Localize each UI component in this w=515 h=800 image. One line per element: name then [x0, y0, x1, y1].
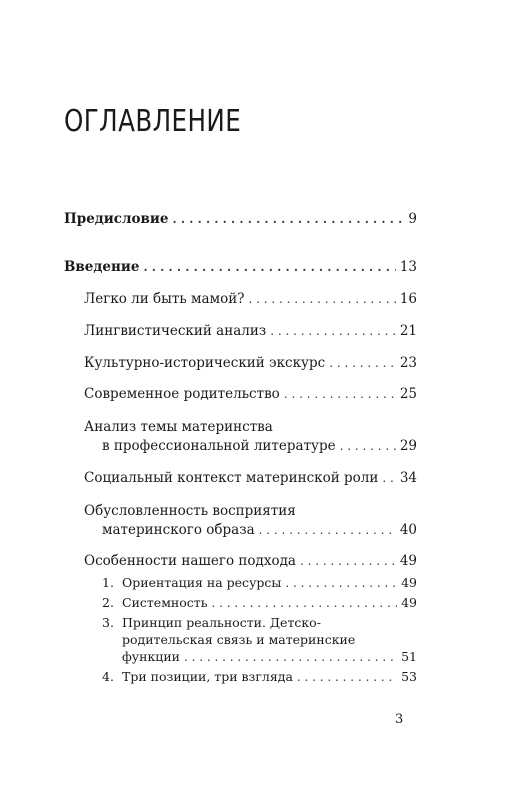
toc-subentry-number: 1.: [102, 575, 114, 590]
leader-dots: [300, 552, 396, 570]
toc-entry-label-line1: Обусловленность восприятия: [84, 503, 296, 519]
toc-subentry-number: 2.: [102, 595, 114, 610]
toc-entry-page: 49: [401, 575, 417, 590]
toc-entry-page: 13: [399, 259, 417, 275]
page-title: ОГЛАВЛЕНИЕ: [64, 104, 242, 139]
page-number: 3: [395, 712, 404, 727]
toc-entry-label: функции: [122, 649, 180, 664]
leader-dots: [270, 322, 396, 340]
toc-entry-page: 51: [401, 649, 417, 664]
leader-dots: [340, 437, 396, 455]
toc-entry-label: Особенности нашего подхода: [84, 553, 296, 569]
toc-entry-label: Лингвистический анализ: [84, 323, 267, 339]
toc-entry-label: материнского образа: [102, 522, 255, 538]
toc-entry-label: Социальный контекст материнской роли: [84, 470, 379, 486]
toc-entry[interactable]: [84, 469, 417, 487]
toc-entry-label: Легко ли быть мамой?: [84, 291, 245, 307]
leader-dots: [297, 668, 397, 686]
toc-entry-page: 9: [408, 211, 417, 227]
toc-entry[interactable]: [84, 385, 417, 403]
toc-entry-page: 16: [399, 291, 417, 307]
toc-entry-label-line2: родительская связь и материнские: [122, 632, 356, 647]
toc-entry-page: 49: [399, 553, 417, 569]
leader-dots: [329, 354, 396, 372]
toc-entry-label: Ориентация на ресурсы: [122, 575, 282, 590]
toc-entry-label: Системность: [122, 595, 208, 610]
toc-entry[interactable]: [84, 552, 417, 570]
toc-entry-label-line1: Принцип реальности. Детско-: [122, 615, 321, 630]
leader-dots: [285, 574, 397, 592]
toc-entry[interactable]: [84, 290, 417, 308]
toc-entry-label: Введение: [64, 259, 140, 275]
toc-entry-page: 34: [399, 470, 417, 486]
leader-dots: [248, 290, 395, 308]
leader-dots: [212, 594, 398, 612]
toc-entry[interactable]: [102, 437, 417, 455]
toc-entry-label: Предисловие: [64, 211, 169, 227]
toc-entry-page: 40: [399, 522, 417, 538]
toc-entry-label: Культурно-исторический экскурс: [84, 355, 326, 371]
toc-subentry[interactable]: [122, 648, 417, 666]
toc-entry-label: в профессиональной литературе: [102, 438, 336, 454]
toc-entry-label: Три позиции, три взгляда: [122, 669, 293, 684]
leader-dots: [173, 210, 405, 228]
toc-entry[interactable]: [102, 521, 417, 539]
toc-entry-page: 23: [399, 355, 417, 371]
toc-entry-page: 53: [401, 669, 417, 684]
toc-entry-page: 29: [399, 438, 417, 454]
toc-entry-preface[interactable]: [64, 210, 417, 228]
toc-entry-introduction[interactable]: [64, 258, 417, 276]
toc-subentry-number: 3.: [102, 615, 114, 630]
leader-dots: [143, 258, 395, 276]
toc-subentry[interactable]: [102, 594, 417, 612]
leader-dots: [259, 521, 396, 539]
toc-subentry[interactable]: [102, 574, 417, 592]
toc-entry-label: Современное родительство: [84, 386, 280, 402]
toc-entry[interactable]: [84, 354, 417, 372]
leader-dots: [284, 385, 396, 403]
toc-entry[interactable]: [84, 322, 417, 340]
toc-subentry-line1: [102, 614, 321, 632]
toc-subentry-number: 4.: [102, 669, 114, 684]
toc-entry-page: 25: [399, 386, 417, 402]
toc-entry-page: 49: [401, 595, 417, 610]
leader-dots: [382, 469, 395, 487]
leader-dots: [184, 648, 397, 666]
toc-subentry[interactable]: [102, 668, 417, 686]
toc-entry-label-line1: Анализ темы материнства: [84, 419, 273, 435]
toc-entry-page: 21: [399, 323, 417, 339]
